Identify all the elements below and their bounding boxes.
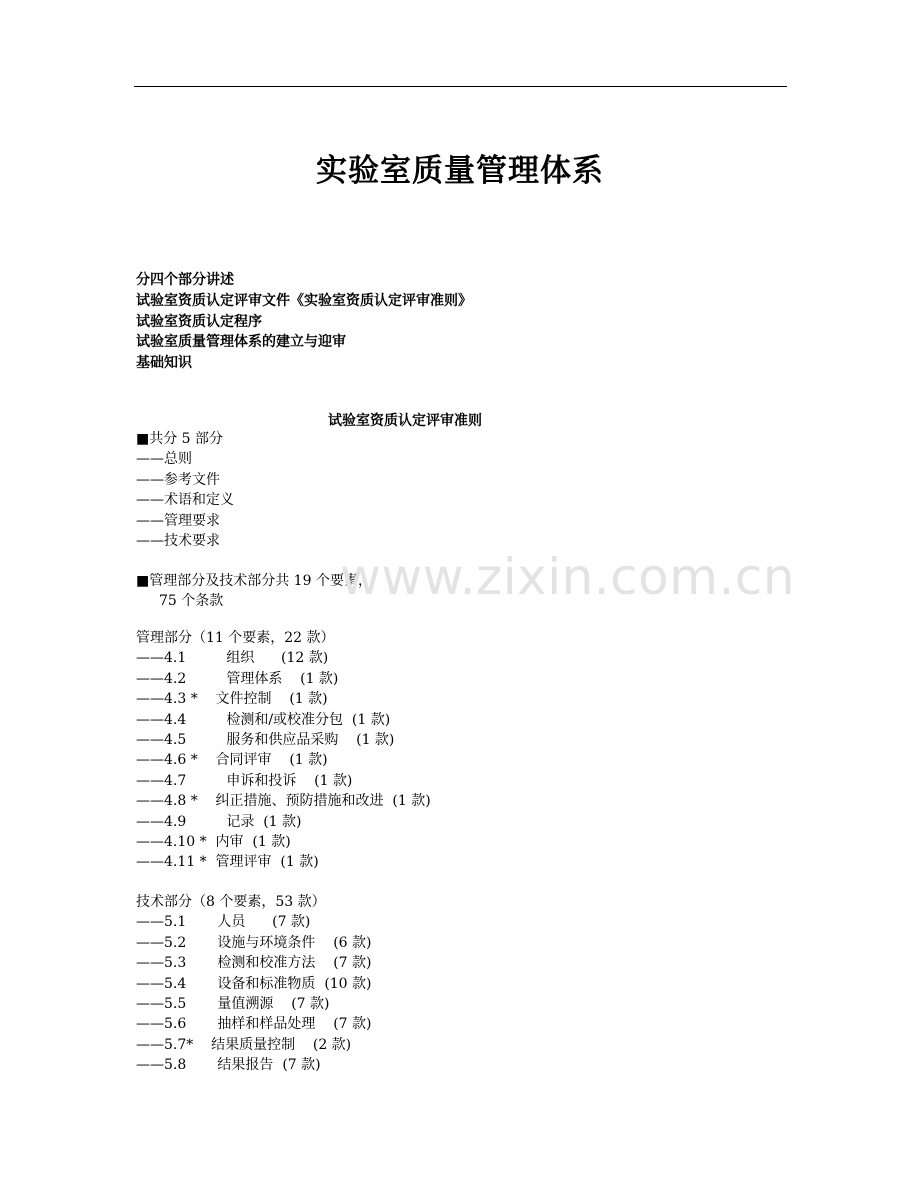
intro-item: 基础知识 bbox=[136, 355, 192, 372]
document-title: 实验室质量管理体系 bbox=[316, 153, 604, 189]
technical-item: ——5.4 设备和标准物质 (10 款) bbox=[136, 975, 372, 992]
elements-section bbox=[136, 571, 372, 612]
management-item: ——4.3 * 文件控制 (1 款) bbox=[136, 691, 328, 708]
part-item: ——总则 bbox=[136, 451, 192, 468]
technical-item: ——5.2 设施与环境条件 (6 款) bbox=[136, 934, 372, 951]
part-item: ——术语和定义 bbox=[136, 492, 234, 509]
management-item: ——4.10 * 内审 (1 款) bbox=[136, 834, 291, 851]
technical-header: 技术部分（8 个要素，53 款） bbox=[136, 894, 326, 910]
technical-section bbox=[136, 892, 372, 1076]
management-item: ——4.4 检测和/或校准分包 (1 款) bbox=[136, 711, 391, 728]
part-item: ——技术要求 bbox=[136, 533, 220, 550]
part-item: ——管理要求 bbox=[136, 512, 220, 529]
management-header: 管理部分（11 个要素，22 款） bbox=[136, 630, 335, 646]
part-item: ——参考文件 bbox=[136, 471, 220, 488]
management-item: ——4.11 * 管理评审 (1 款) bbox=[136, 854, 319, 871]
management-item: ——4.2 管理体系 (1 款) bbox=[136, 670, 339, 687]
management-item: ——4.6 * 合同评审 (1 款) bbox=[136, 752, 328, 769]
technical-item: ——5.5 量值溯源 (7 款) bbox=[136, 996, 330, 1013]
technical-item: ——5.1 人员 (7 款) bbox=[136, 914, 311, 931]
management-section bbox=[136, 628, 431, 873]
section-subtitle: 试验室资质认定评审准则 bbox=[328, 413, 482, 429]
technical-item: ——5.3 检测和校准方法 (7 款) bbox=[136, 955, 372, 972]
parts-section bbox=[136, 429, 234, 551]
management-item: ——4.1 组织 (12 款) bbox=[136, 650, 329, 667]
parts-header: ■共分 5 部分 bbox=[136, 431, 224, 447]
intro-item: 试验室资质认定程序 bbox=[136, 313, 262, 330]
technical-item: ——5.7* 结果质量控制 (2 款) bbox=[136, 1036, 352, 1053]
intro-list bbox=[136, 270, 472, 374]
technical-item: ——5.6 抽样和样品处理 (7 款) bbox=[136, 1016, 372, 1033]
management-item: ——4.9 记录 (1 款) bbox=[136, 813, 302, 830]
management-item: ——4.7 申诉和投诉 (1 款) bbox=[136, 772, 353, 789]
elements-line: ■管理部分及技术部分共 19 个要素， bbox=[136, 573, 372, 589]
intro-item: 分四个部分讲述 bbox=[136, 272, 234, 288]
watermark: www.zixin.com.cn bbox=[340, 548, 796, 606]
elements-line: 75 个条款 bbox=[159, 593, 224, 610]
intro-item: 试验室资质认定评审文件《实验室资质认定评审准则》 bbox=[136, 292, 472, 309]
header-rule bbox=[134, 86, 787, 87]
intro-item: 试验室质量管理体系的建立与迎审 bbox=[136, 334, 346, 351]
management-item: ——4.8 * 纠正措施、预防措施和改进 (1 款) bbox=[136, 793, 431, 810]
management-item: ——4.5 服务和供应品采购 (1 款) bbox=[136, 732, 395, 749]
technical-item: ——5.8 结果报告 (7 款) bbox=[136, 1057, 321, 1074]
